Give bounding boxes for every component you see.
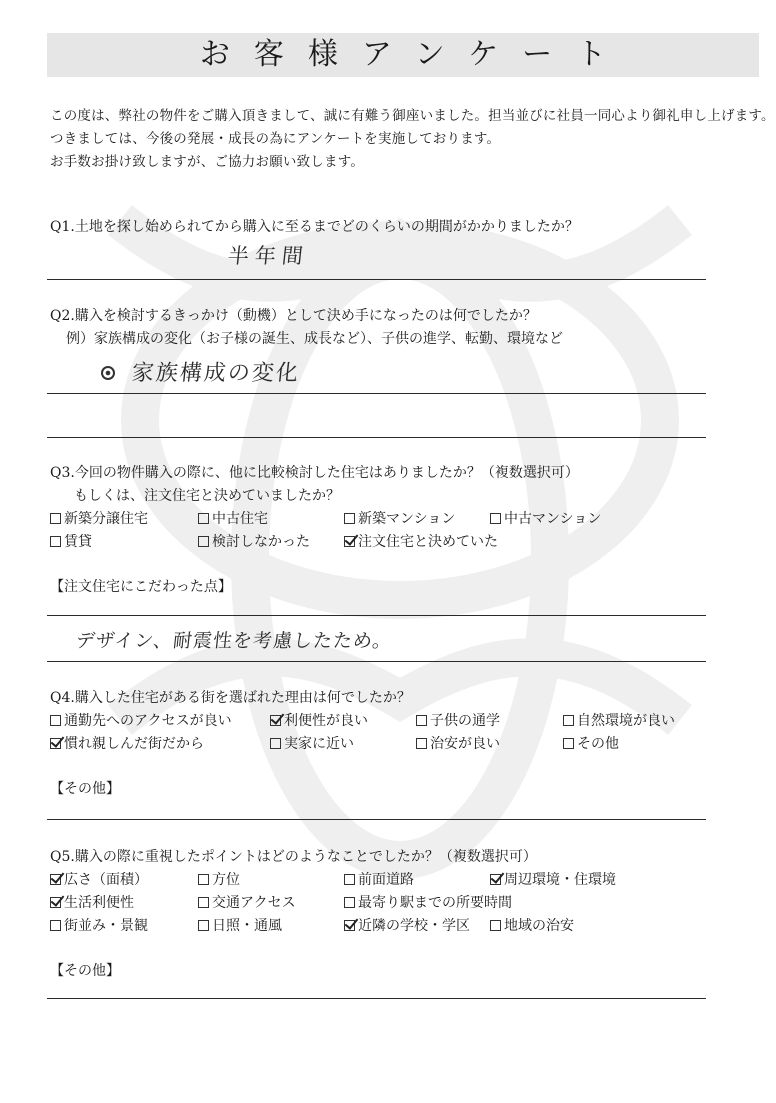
q3-option-3[interactable]: 新築マンション (344, 508, 455, 528)
q4-option-3[interactable]: 子供の通学 (416, 710, 500, 730)
checkbox[interactable] (198, 536, 209, 547)
q5-other-line (47, 998, 706, 999)
q4-option-6[interactable]: 実家に近い (270, 733, 354, 753)
q4-option-2[interactable]: 利便性が良い (270, 710, 368, 730)
q4-question: Q4.購入した住宅がある街を選ばれた理由は何でしたか？ (50, 690, 411, 706)
q4-option-7[interactable]: 治安が良い (416, 733, 500, 753)
q3-option-6[interactable]: 検討しなかった (198, 531, 310, 551)
q5-option-2[interactable]: 方位 (198, 869, 240, 889)
checkbox[interactable] (198, 874, 209, 885)
q3-question-2: もしくは、注文住宅と決めていましたか？ (74, 488, 340, 504)
title-bar (47, 33, 759, 77)
q4-option-4[interactable]: 自然環境が良い (563, 710, 675, 730)
checkbox[interactable] (563, 715, 574, 726)
answer-circle-mark (101, 366, 115, 380)
checkbox[interactable] (50, 920, 61, 931)
intro-line-3: お手数お掛け致しますが、ご協力お願い致します。 (50, 154, 365, 170)
q1-answer-line (47, 279, 706, 280)
q5-option-4[interactable]: 周辺環境・住環境 (490, 869, 616, 889)
checkbox[interactable] (490, 920, 501, 931)
checkbox[interactable] (270, 738, 281, 749)
q5-option-1[interactable]: 広さ（面積） (50, 869, 148, 889)
q5-option-11[interactable]: 地域の治安 (490, 915, 574, 935)
checkbox-checked[interactable] (344, 536, 355, 547)
q5-option-3[interactable]: 前面道路 (344, 869, 414, 889)
q2-answer-line-2 (47, 437, 706, 438)
checkbox[interactable] (416, 738, 427, 749)
intro-line-2: つきましては、今後の発展・成長の為にアンケートを実施しております。 (50, 131, 501, 147)
q4-option-8[interactable]: その他 (563, 733, 619, 753)
page-title: お客様アンケート (199, 37, 631, 72)
q2-question: Q2.購入を検討するきっかけ（動機）として決め手になったのは何でしたか？ (50, 308, 537, 324)
checkbox[interactable] (50, 536, 61, 547)
q3-sub-label: 【注文住宅にこだわった点】 (50, 579, 232, 595)
q5-option-6[interactable]: 交通アクセス (198, 892, 296, 912)
checkbox-checked[interactable] (50, 738, 61, 749)
q2-handwritten-answer: 家族構成の変化 (130, 361, 302, 386)
checkbox[interactable] (50, 715, 61, 726)
checkbox[interactable] (490, 513, 501, 524)
checkbox[interactable] (198, 920, 209, 931)
q5-option-9[interactable]: 日照・通風 (198, 915, 282, 935)
q3-question: Q3.今回の物件購入の際に、他に比較検討した住宅はありましたか？（複数選択可） (50, 465, 579, 481)
q4-option-5[interactable]: 慣れ親しんだ街だから (50, 733, 204, 753)
checkbox-checked[interactable] (50, 874, 61, 885)
q3-option-4[interactable]: 中古マンション (490, 508, 601, 528)
q3-handwritten-answer: デザイン、耐震性を考慮したため。 (74, 630, 394, 652)
q3-sub-line-1 (47, 615, 706, 616)
checkbox[interactable] (50, 513, 61, 524)
q5-option-5[interactable]: 生活利便性 (50, 892, 134, 912)
q2-example: 例）家族構成の変化（お子様の誕生、成長など）、子供の進学、転勤、環境など (66, 331, 563, 347)
checkbox[interactable] (416, 715, 427, 726)
intro-line-1: この度は、弊社の物件をご購入頂きまして、誠に有難う御座いました。担当並びに社員一同心より御礼申し上げます。 (50, 108, 775, 124)
checkbox[interactable] (563, 738, 574, 749)
q1-question: Q1.土地を探し始められてから購入に至るまでどのくらいの期間がかかりましたか？ (50, 219, 579, 235)
checkbox-checked[interactable] (490, 874, 501, 885)
checkbox[interactable] (198, 513, 209, 524)
q3-option-1[interactable]: 新築分譲住宅 (50, 508, 148, 528)
q5-question: Q5.購入の際に重視したポイントはどのようなことでしたか？（複数選択可） (50, 849, 537, 865)
q4-other-label: 【その他】 (50, 781, 120, 797)
q3-sub-line-2 (47, 661, 706, 662)
q4-option-1[interactable]: 通勤先へのアクセスが良い (50, 710, 232, 730)
checkbox-checked[interactable] (344, 920, 355, 931)
q5-other-label: 【その他】 (50, 963, 120, 979)
q5-option-10[interactable]: 近隣の学校・学区 (344, 915, 470, 935)
q1-handwritten-answer: 半年間 (226, 244, 311, 268)
q2-answer-line-1 (47, 393, 706, 394)
q3-option-5[interactable]: 賃貸 (50, 531, 92, 551)
checkbox-checked[interactable] (270, 715, 281, 726)
checkbox-checked[interactable] (50, 897, 61, 908)
q5-option-8[interactable]: 街並み・景観 (50, 915, 148, 935)
q4-other-line (47, 819, 706, 820)
q3-option-7[interactable]: 注文住宅と決めていた (344, 531, 498, 551)
checkbox[interactable] (344, 513, 355, 524)
q3-option-2[interactable]: 中古住宅 (198, 508, 268, 528)
q5-option-7[interactable]: 最寄り駅までの所要時間 (344, 892, 512, 912)
checkbox[interactable] (198, 897, 209, 908)
checkbox[interactable] (344, 897, 355, 908)
checkbox[interactable] (344, 874, 355, 885)
